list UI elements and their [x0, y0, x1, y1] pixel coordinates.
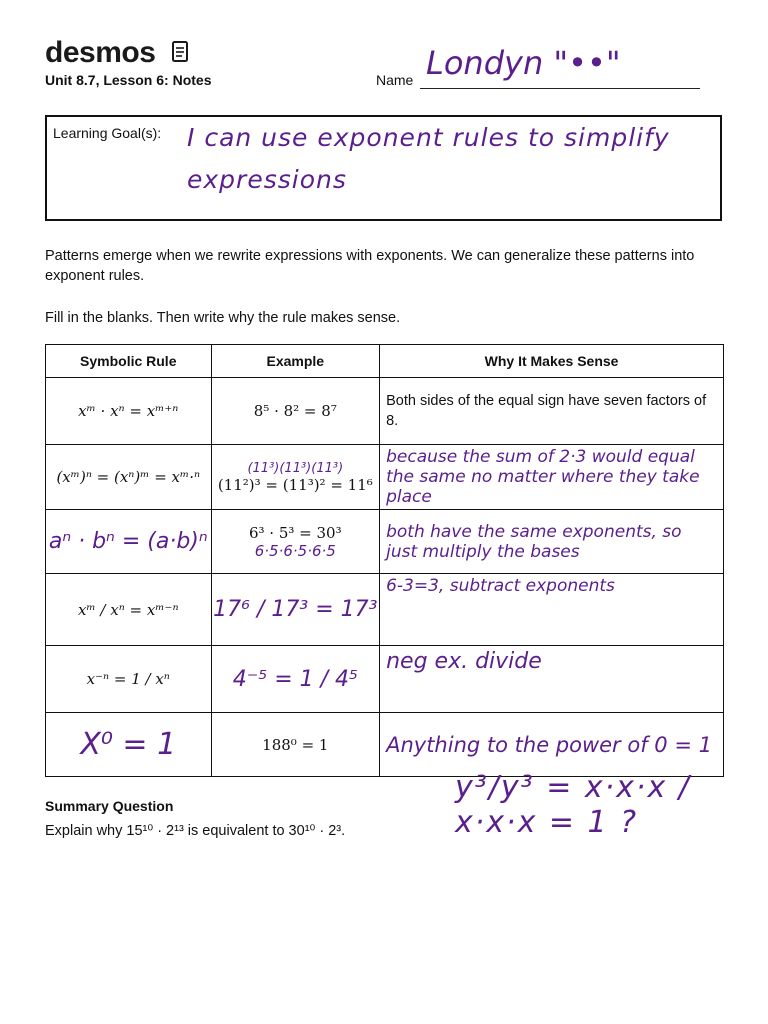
intro-paragraph: Patterns emerge when we rewrite expressions with exponents. We can generalize these patterns into exponent rules. — [45, 248, 695, 284]
instructions: Fill in the blanks. Then write why the rule makes sense. — [45, 310, 401, 326]
example-handwriting: (11³)(11³)(11³) — [247, 460, 344, 476]
example-cell[interactable] — [211, 445, 380, 510]
table-row — [46, 713, 724, 777]
why-handwriting: 6-3=3, subtract exponents — [386, 576, 615, 596]
learning-goal-handwriting: I can use exponent rules to simplify expressions — [187, 123, 670, 194]
learning-goal-label: Learning Goal(s): — [53, 125, 162, 141]
why-text: Both sides of the equal sign have seven factors of 8. — [386, 393, 707, 429]
rule-cell: xᵐ · xⁿ = xᵐ⁺ⁿ — [46, 378, 212, 445]
table-row — [46, 646, 724, 713]
why-handwriting: neg ex. divide — [386, 649, 542, 674]
rule-handwriting: aⁿ · bⁿ = (a·b)ⁿ — [48, 529, 208, 554]
why-cell[interactable] — [380, 646, 724, 713]
why-cell[interactable] — [380, 574, 724, 646]
why-cell[interactable] — [380, 378, 724, 445]
rule-cell[interactable] — [46, 713, 212, 777]
example-handwriting: 4⁻⁵ = 1 / 4⁵ — [232, 666, 358, 692]
why-handwriting: Anything to the power of 0 = 1 — [386, 732, 712, 757]
why-cell[interactable] — [380, 713, 724, 777]
header-symbolic-rule: Symbolic Rule — [46, 345, 212, 378]
table-header-row — [46, 345, 724, 378]
why-cell[interactable] — [380, 445, 724, 510]
rule-cell: (xᵐ)ⁿ = (xⁿ)ᵐ = xᵐ·ⁿ — [46, 445, 212, 510]
rule-cell: xᵐ / xⁿ = xᵐ⁻ⁿ — [46, 574, 212, 646]
summary-handwriting: y³/y³ = x·x·x / x·x·x = 1 ? — [455, 770, 691, 840]
example-text: 6³ · 5³ = 30³ — [248, 523, 342, 542]
table-row — [46, 574, 724, 646]
exponent-rules-table — [45, 344, 724, 777]
table-row — [46, 378, 724, 445]
header-example: Example — [211, 345, 380, 378]
name-label: Name — [376, 72, 414, 88]
name-field-line[interactable] — [420, 88, 700, 89]
summary-question: Explain why 15¹⁰ · 2¹³ is equivalent to 30¹⁰ · 2³. — [45, 823, 346, 839]
example-handwriting: 17⁶ / 17³ = 17³ — [213, 597, 378, 622]
example-cell[interactable] — [211, 574, 380, 646]
rule-handwriting: X⁰ = 1 — [80, 727, 177, 762]
example-handwriting: 6·5·6·5·6·5 — [254, 541, 336, 560]
why-cell[interactable] — [380, 510, 724, 574]
desmos-logo: desmos — [45, 36, 156, 69]
why-handwriting: because the sum of 2·3 would equal the same no matter where they take place — [386, 447, 700, 507]
header-why: Why It Makes Sense — [380, 345, 724, 378]
table-row — [46, 445, 724, 510]
example-cell[interactable] — [211, 646, 380, 713]
summary-title: Summary Question — [45, 798, 174, 814]
example-text: (11²)³ = (11³)² = 11⁶ — [217, 475, 373, 494]
rule-cell: x⁻ⁿ = 1 / xⁿ — [46, 646, 212, 713]
handwritten-name: Londyn "••" — [426, 44, 621, 82]
unit-title: Unit 8.7, Lesson 6: Notes — [45, 72, 212, 88]
example-cell[interactable] — [211, 510, 380, 574]
example-cell: 188⁰ = 1 — [211, 713, 380, 777]
why-handwriting: both have the same exponents, so just multiply the bases — [386, 521, 682, 562]
example-cell: 8⁵ · 8² = 8⁷ — [211, 378, 380, 445]
notebook-icon — [171, 41, 188, 62]
rule-cell[interactable] — [46, 510, 212, 574]
table-row — [46, 510, 724, 574]
learning-goal-box[interactable] — [45, 115, 722, 221]
